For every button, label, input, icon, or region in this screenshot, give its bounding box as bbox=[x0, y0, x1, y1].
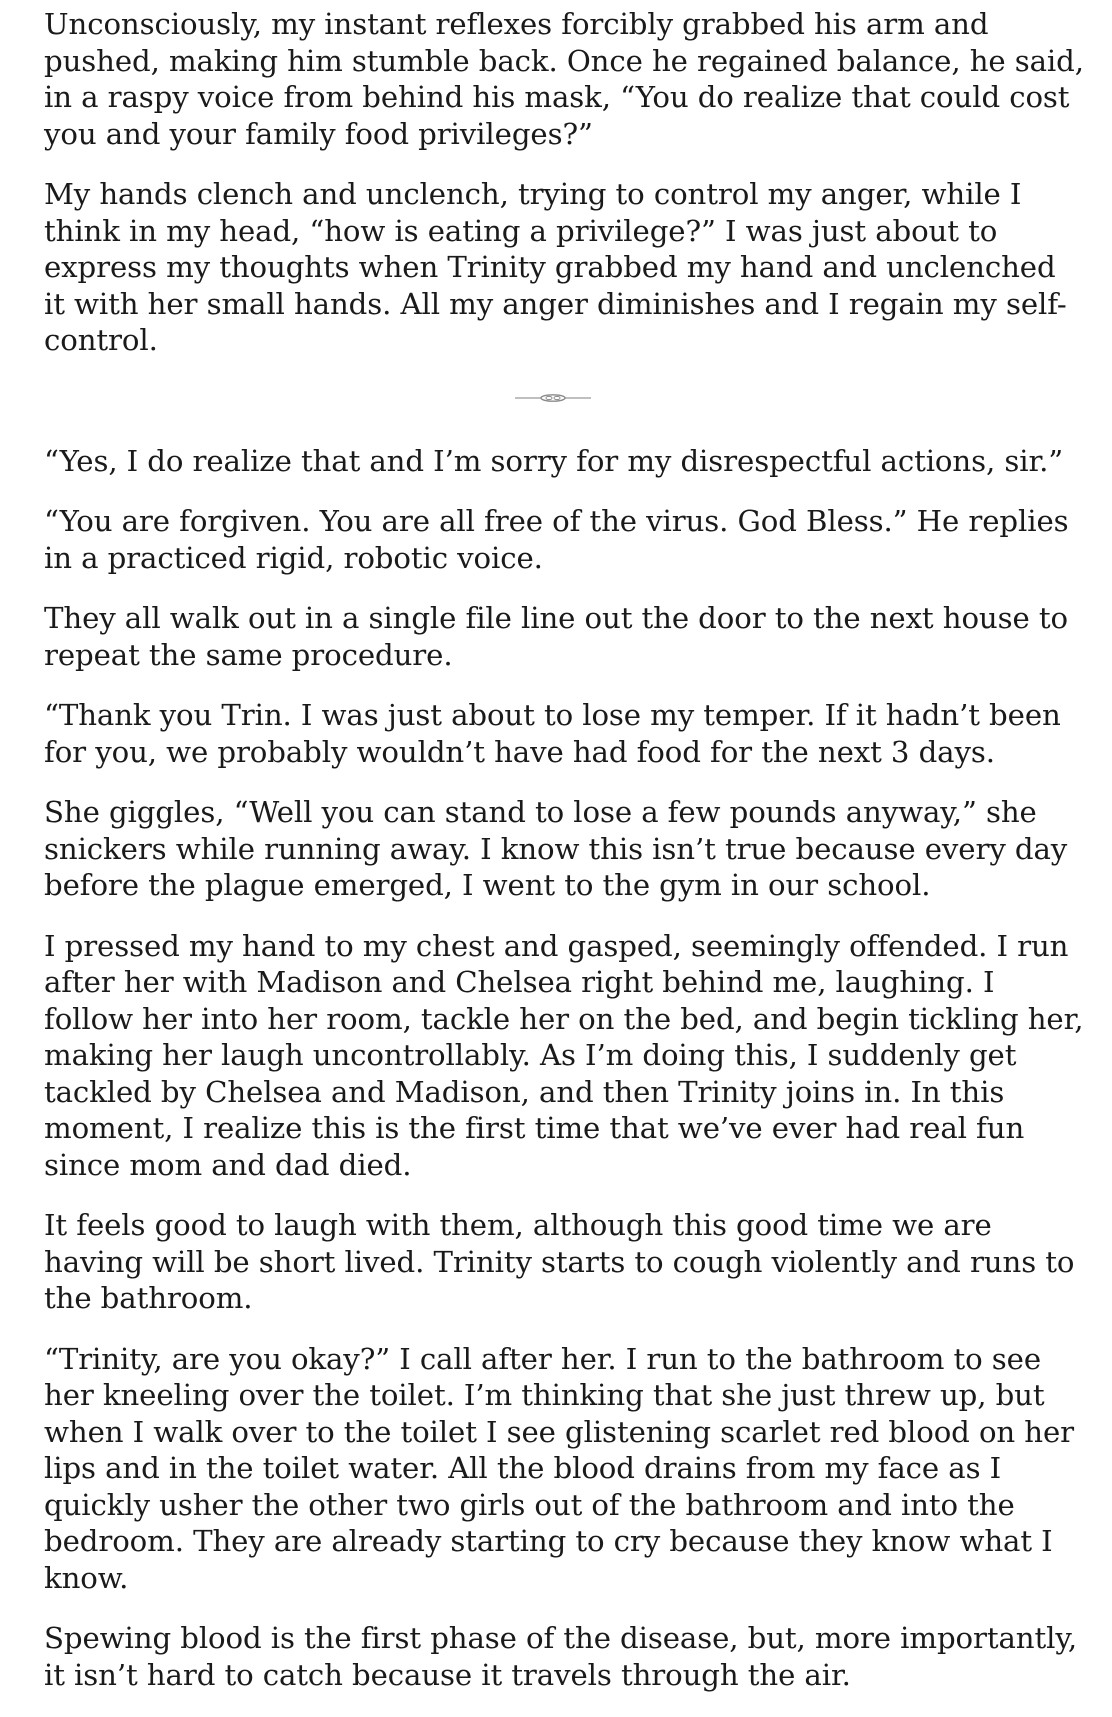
paragraph: They all walk out in a single file line out the door to the next house to repeat the same procedure. bbox=[44, 601, 1068, 672]
paragraph: It feels good to laugh with them, although this good time we are having will be short lived. Trinity starts to cough violently and runs to the bathroom. bbox=[44, 1208, 1075, 1315]
scene-break-divider bbox=[44, 383, 1084, 419]
paragraph: She giggles, “Well you can stand to lose a few pounds anyway,” she snickers while running away. I know this isn’t true because every day before the plague emerged, I went to the gym in our school. bbox=[44, 795, 1068, 902]
paragraph: “Yes, I do realize that and I’m sorry for my disrespectful actions, sir.” bbox=[44, 443, 1064, 478]
paragraph: “You are forgiven. You are all free of the virus. God Bless.” He replies in a practiced rigid, robotic voice. bbox=[44, 504, 1069, 575]
paragraph: Unconsciously, my instant reflexes forcibly grabbed his arm and pushed, making him stumble back. Once he regained balance, he said, in a raspy voice from behind his mask, “You do realize that could cost you and your family food privileges?” bbox=[44, 7, 1084, 151]
paragraph: My hands clench and unclench, trying to control my anger, while I think in my head, “how is eating a privilege?” I was just about to express my thoughts when Trinity grabbed my hand and unclenched it with her small hands. All my anger diminishes and I regain my self-control. bbox=[44, 177, 1067, 357]
document-page bbox=[44, 6, 1084, 1717]
paragraph: I pressed my hand to my chest and gasped, seemingly offended. I run after her with Madison and Chelsea right behind me, laughing. I follow her into her room, tackle her on the bed, and begin tickling her, making her laugh uncontrollably. As I’m doing this, I suddenly get tackled by Chelsea and Madison, and then Trinity joins in. In this moment, I realize this is the first time that we’ve ever had real fun since mom and dad died. bbox=[44, 928, 1084, 1182]
paragraph: “Trinity, are you okay?” I call after her. I run to the bathroom to see her kneeling over the toilet. I’m thinking that she just threw up, but when I walk over to the toilet I see glistening scarlet red blood on her lips and in the toilet water. All the blood drains from my face as I quickly usher the other two girls out of the bathroom and into the bedroom. They are already starting to cry because they know what I know. bbox=[44, 1341, 1075, 1595]
paragraph: Spewing blood is the first phase of the disease, but, more importantly, it isn’t hard to catch because it travels through the air. bbox=[44, 1621, 1078, 1692]
ornament-divider-icon bbox=[515, 393, 591, 403]
paragraph: “Thank you Trin. I was just about to lose my temper. If it hadn’t been for you, we probably wouldn’t have had food for the next 3 days. bbox=[44, 698, 1061, 769]
